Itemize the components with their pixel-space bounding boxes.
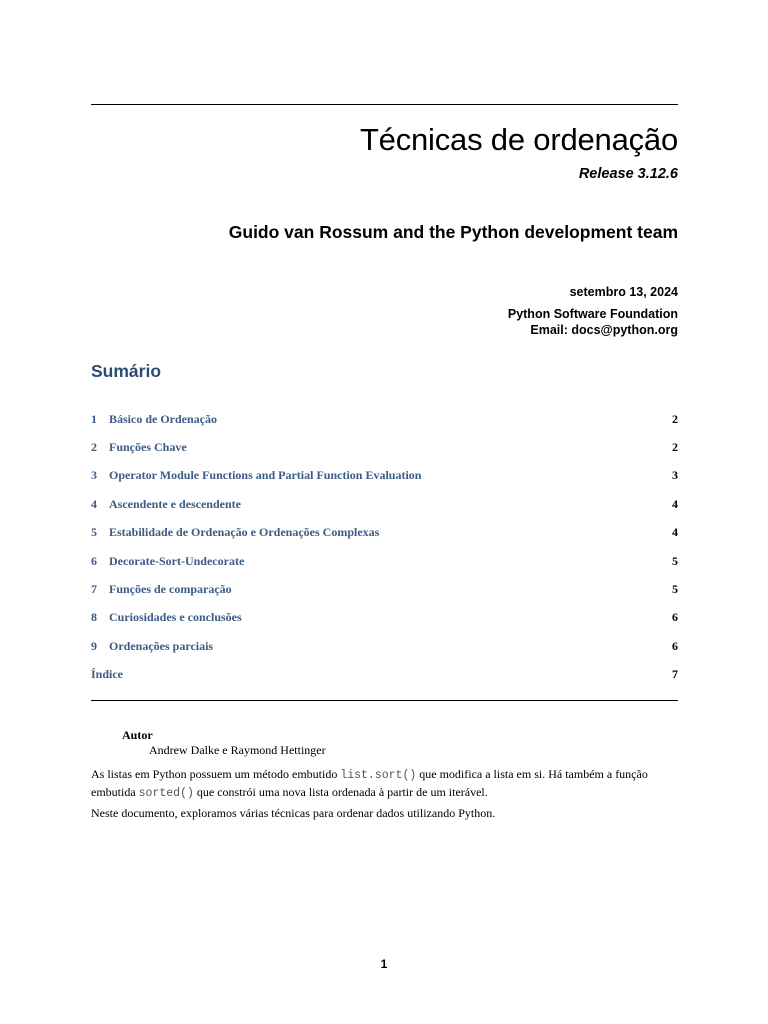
- toc-entry-number: 1: [91, 412, 97, 426]
- publication-date: setembro 13, 2024: [569, 285, 678, 299]
- intro-text-part: que modifica a lista em si. Há também a função embutida: [91, 767, 648, 799]
- toc-entry-page: 5: [672, 582, 678, 596]
- toc-entry-number: 9: [91, 639, 97, 653]
- toc-entry-number: 5: [91, 525, 97, 539]
- toc-entry-link[interactable]: Funções Chave: [109, 440, 187, 454]
- toc-entry-number: 6: [91, 554, 97, 568]
- toc-entry-1[interactable]: [91, 412, 678, 428]
- authors: Guido van Rossum and the Python development team: [228, 222, 678, 242]
- toc-entry-2[interactable]: [91, 440, 678, 456]
- intro-paragraph: [91, 766, 681, 802]
- toc-entry-number: 2: [91, 440, 97, 454]
- toc-entry-page: 4: [672, 497, 678, 511]
- toc-entry-page: 4: [672, 525, 678, 539]
- toc-entry-page: 2: [672, 440, 678, 454]
- author-field-label: Autor: [122, 728, 153, 742]
- toc-entry-link[interactable]: Curiosidades e conclusões: [109, 610, 242, 624]
- toc-entry-link[interactable]: Ascendente e descendente: [109, 497, 241, 511]
- toc-entry-8[interactable]: [91, 610, 678, 626]
- author-field-value: Andrew Dalke e Raymond Hettinger: [149, 743, 326, 757]
- intro-text-part: As listas em Python possuem um método embutido: [91, 767, 341, 781]
- toc-entry-page: 3: [672, 468, 678, 482]
- summary-paragraph: Neste documento, exploramos várias técnicas para ordenar dados utilizando Python.: [91, 806, 496, 820]
- toc-entry-page: 6: [672, 639, 678, 653]
- toc-entry-number: 7: [91, 582, 97, 596]
- toc-entry-link[interactable]: Estabilidade de Ordenação e Ordenações Complexas: [109, 525, 380, 539]
- toc-entry-number: 4: [91, 497, 97, 511]
- toc-entry-3[interactable]: [91, 468, 678, 484]
- toc-entry-number: 8: [91, 610, 97, 624]
- organization: Python Software Foundation: [507, 307, 678, 321]
- toc-entry-link[interactable]: Funções de comparação: [109, 582, 232, 596]
- code-list-sort[interactable]: list.sort(): [340, 769, 417, 782]
- toc-entry-6[interactable]: [91, 554, 678, 570]
- toc-entry-page: 7: [672, 667, 678, 681]
- toc-entry-9[interactable]: [91, 639, 678, 655]
- intro-text-part: que constrói uma nova lista ordenada à partir de um iterável.: [193, 785, 488, 799]
- toc-entry-number: 3: [91, 468, 97, 482]
- toc-entry-index[interactable]: [91, 667, 678, 683]
- document-title: Técnicas de ordenação: [359, 122, 678, 157]
- toc-entry-link[interactable]: Operator Module Functions and Partial Function Evaluation: [109, 468, 422, 482]
- release-label: Release 3.12.6: [578, 166, 678, 182]
- toc-entry-7[interactable]: [91, 582, 678, 598]
- toc-entry-4[interactable]: [91, 497, 678, 513]
- contact-email: Email: docs@python.org: [530, 323, 678, 337]
- toc-entry-page: 2: [672, 412, 678, 426]
- toc-entry-page: 6: [672, 610, 678, 624]
- top-rule: [91, 104, 678, 105]
- toc-entry-link[interactable]: Decorate-Sort-Undecorate: [109, 554, 245, 568]
- toc-entry-link[interactable]: Índice: [91, 667, 124, 681]
- toc-entry-5[interactable]: [91, 525, 678, 541]
- toc-entry-page: 5: [672, 554, 678, 568]
- toc-entry-link[interactable]: Ordenações parciais: [109, 639, 214, 653]
- page-number: 1: [380, 957, 388, 971]
- toc-heading: Sumário: [91, 361, 162, 381]
- code-sorted[interactable]: sorted(): [138, 787, 194, 800]
- toc-bottom-rule: [91, 700, 678, 701]
- toc-entry-link[interactable]: Básico de Ordenação: [109, 412, 217, 426]
